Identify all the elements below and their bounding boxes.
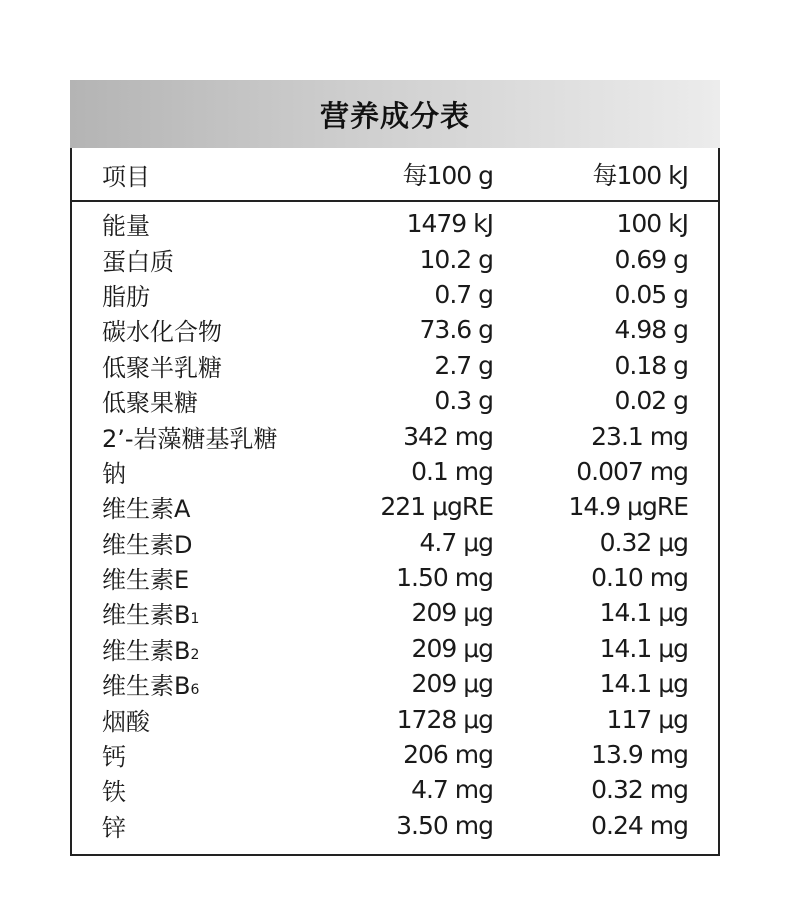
nutrient-name [102,702,150,737]
table-row [72,631,718,666]
nutrient-name [102,808,126,843]
value-per-100kj: 0.02 g [614,386,688,416]
value-per-100g: 0.1 mg [411,456,493,486]
value-per-100g: 209 μg [411,633,493,663]
nutrient-name-text: 维生素B [102,601,191,630]
nutrient-name [102,206,150,241]
header-divider [72,200,718,202]
table-row [72,560,718,595]
value-per-100g: 2.7 g [434,350,493,380]
nutrient-name [102,383,198,418]
nutrient-name-text: 维生素A [102,495,191,524]
value-per-100g: 1.50 mg [396,563,493,593]
nutrient-name-text: 脂肪 [102,282,150,311]
nutrient-name-text: 低聚半乳糖 [102,353,222,382]
value-per-100g: 4.7 mg [411,775,493,805]
nutrient-name [102,560,189,595]
value-per-100g: 206 mg [403,740,493,770]
table-row [72,525,718,560]
nutrient-name-text: 低聚果糖 [102,389,198,418]
nutrient-subscript: 1 [190,611,200,628]
table-row [72,383,718,418]
table-row [72,418,718,453]
value-per-100kj: 0.69 g [614,244,688,274]
value-per-100kj: 13.9 mg [591,740,688,770]
table-row [72,312,718,347]
nutrient-subscript: 2 [190,646,200,663]
value-per-100kj: 23.1 mg [591,421,688,451]
value-per-100g: 221 μgRE [380,492,493,522]
value-per-100kj: 0.24 mg [591,810,688,840]
value-per-100g: 10.2 g [419,244,493,274]
value-per-100kj: 4.98 g [614,315,688,345]
header-per-100g: 每100 g [402,161,493,190]
value-per-100g: 73.6 g [419,315,493,345]
nutrient-name [102,277,150,312]
nutrition-table [70,80,720,856]
nutrient-name [102,772,126,807]
value-per-100kj: 117 μg [606,704,688,734]
nutrient-name-text: 钙 [102,743,126,772]
value-per-100kj: 0.10 mg [591,563,688,593]
value-per-100g: 209 μg [411,669,493,699]
value-per-100kj: 14.1 μg [599,598,688,628]
table-row [72,701,718,736]
table-row [72,241,718,276]
table-row [72,737,718,772]
nutrient-name-text: 烟酸 [102,707,150,736]
value-per-100g: 0.3 g [434,386,493,416]
table-row [72,595,718,630]
nutrient-name [102,242,174,277]
header-item: 项目 [102,162,150,191]
value-per-100g: 0.7 g [434,279,493,309]
nutrient-name-text: 维生素D [102,530,193,559]
table-row [72,666,718,701]
nutrient-name [102,454,126,489]
value-per-100g: 209 μg [411,598,493,628]
header-per-100kj: 每100 kJ [592,161,688,190]
nutrient-name-text: 锌 [102,813,126,842]
table-row [72,489,718,524]
nutrient-name-text: 维生素E [102,566,190,595]
nutrient-name-text: 能量 [102,212,150,241]
table-body [72,206,718,843]
nutrient-name [102,595,199,630]
nutrient-name [102,312,222,347]
table-title: 营养成分表 [319,98,470,133]
value-per-100kj: 14.9 μgRE [568,492,688,522]
nutrient-name-text: 维生素B [102,636,191,665]
value-per-100kj: 14.1 μg [599,669,688,699]
nutrient-name-text: 维生素B [102,672,191,701]
table-row [72,454,718,489]
nutrient-name-text: 2’-岩藻糖基乳糖 [102,424,278,453]
table-row [72,348,718,383]
value-per-100g: 4.7 μg [419,527,493,557]
value-per-100g: 1728 μg [396,704,493,734]
nutrient-name [102,737,126,772]
nutrient-name-text: 蛋白质 [102,247,174,276]
table-row [72,808,718,843]
nutrient-name [102,419,278,454]
nutrient-name-text: 钠 [102,459,126,488]
nutrient-name [102,525,192,560]
table-row [72,206,718,241]
nutrient-name-text: 碳水化合物 [102,318,222,347]
value-per-100kj: 14.1 μg [599,633,688,663]
header-row [72,148,718,200]
nutrient-name [102,666,199,701]
value-per-100kj: 0.32 μg [599,527,688,557]
value-per-100g: 3.50 mg [396,810,493,840]
nutrient-name-text: 铁 [102,778,126,807]
title-bar [70,80,720,148]
table-row [72,277,718,312]
value-per-100kj: 0.18 g [614,350,688,380]
value-per-100kj: 0.007 mg [576,456,688,486]
value-per-100g: 1479 kJ [406,209,493,239]
table-row [72,772,718,807]
nutrient-subscript: 6 [190,682,200,699]
value-per-100g: 342 mg [403,421,493,451]
value-per-100kj: 0.05 g [614,279,688,309]
value-per-100kj: 0.32 mg [591,775,688,805]
nutrient-name [102,631,199,666]
nutrient-name [102,348,222,383]
value-per-100kj: 100 kJ [616,209,688,239]
nutrient-name [102,489,190,524]
